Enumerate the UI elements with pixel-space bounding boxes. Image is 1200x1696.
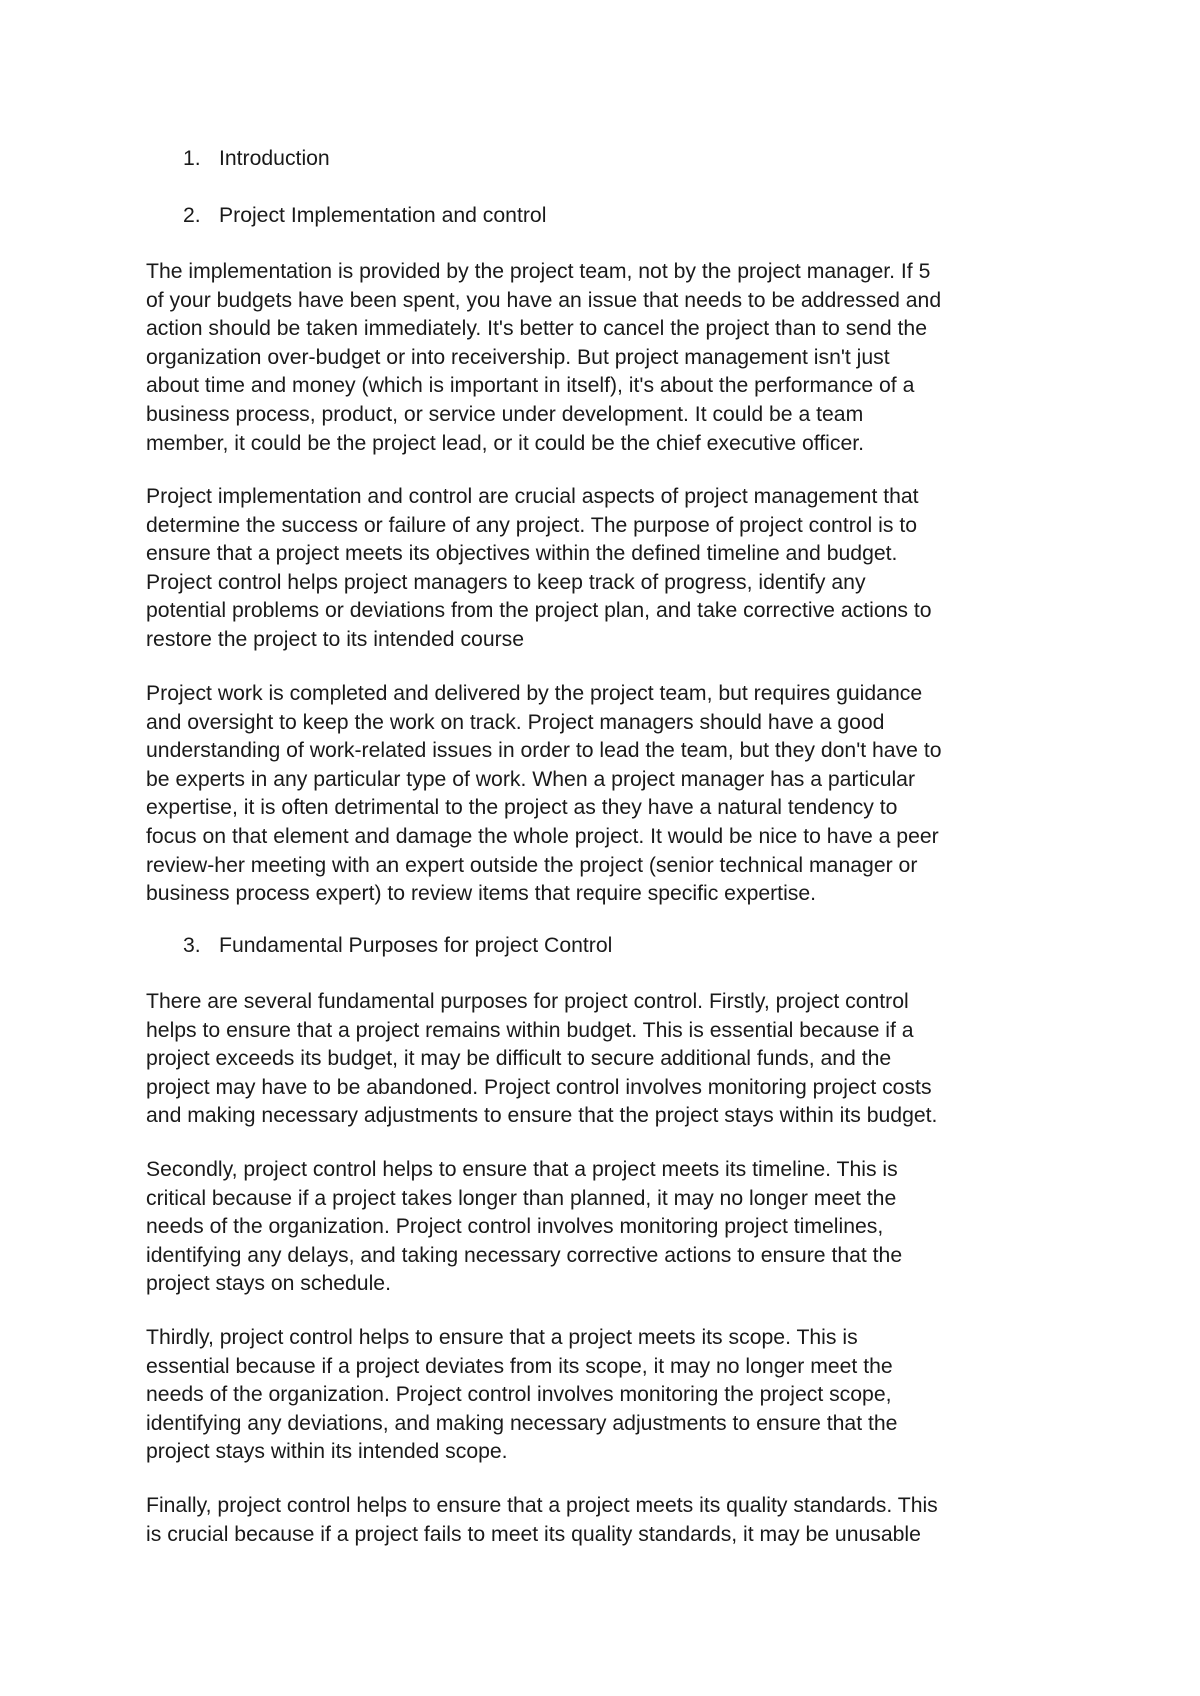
heading-text: Project Implementation and control — [219, 204, 547, 227]
text-line: focus on that element and damage the whole project. It would be nice to have a peer — [146, 824, 939, 848]
paragraph-quality — [146, 1492, 1146, 1549]
heading-text: Fundamental Purposes for project Control — [219, 934, 613, 957]
text-line: and oversight to keep the work on track. Project managers should have a good — [146, 710, 885, 734]
text-line: business process expert) to review items that require specific expertise. — [146, 882, 817, 906]
text-line: Project implementation and control are crucial aspects of project management that — [146, 485, 919, 508]
text-line: identifying any delays, and taking necessary corrective actions to ensure that the — [146, 1243, 903, 1267]
heading-number: 2. — [183, 204, 201, 227]
text-line: needs of the organization. Project control involves monitoring the project scope, — [146, 1383, 892, 1407]
paragraph-scope — [146, 1324, 1146, 1467]
text-line: expertise, it is often detrimental to the project as they have a natural tendency to — [146, 796, 898, 820]
text-line: is crucial because if a project fails to meet its quality standards, it may be unusable — [146, 1522, 921, 1546]
text-line: about time and money (which is important in itself), it's about the performance of a — [146, 374, 915, 398]
text-line: organization over-budget or into receivership. But project management isn't just — [146, 345, 890, 369]
text-line: Project control helps project managers to keep track of progress, identify any — [146, 570, 866, 594]
text-line: review-her meeting with an expert outside the project (senior technical manager or — [146, 853, 918, 877]
text-line: critical because if a project takes longer than planned, it may no longer meet the — [146, 1186, 897, 1210]
heading-implementation-and-control — [183, 202, 546, 231]
text-line: Secondly, project control helps to ensure that a project meets its timeline. This is — [146, 1158, 898, 1181]
text-line: of your budgets have been spent, you have an issue that needs to be addressed and — [146, 288, 942, 312]
text-line: Thirdly, project control helps to ensure that a project meets its scope. This is — [146, 1326, 858, 1349]
text-line: essential because if a project deviates from its scope, it may no longer meet the — [146, 1354, 893, 1378]
paragraph-timeline — [146, 1156, 1146, 1299]
text-line: be experts in any particular type of work. When a project manager has a particular — [146, 767, 916, 791]
text-line: determine the success or failure of any project. The purpose of project control is to — [146, 513, 917, 537]
paragraph-implementation — [146, 258, 1146, 458]
heading-number: 3. — [183, 934, 201, 957]
heading-fundamental-purposes — [183, 932, 612, 961]
text-line: There are several fundamental purposes for project control. Firstly, project control — [146, 990, 909, 1013]
heading-text: Introduction — [219, 147, 330, 170]
text-line: and making necessary adjustments to ensure that the project stays within its budget. — [146, 1104, 938, 1128]
text-line: helps to ensure that a project remains within budget. This is essential because if a — [146, 1018, 914, 1042]
text-line: project stays within its intended scope. — [146, 1440, 508, 1464]
paragraph-implementation-and-control — [146, 483, 1146, 655]
text-line: understanding of work-related issues in order to lead the team, but they don't have to — [146, 739, 942, 763]
text-line: project exceeds its budget, it may be difficult to secure additional funds, and the — [146, 1047, 892, 1071]
text-line: needs of the organization. Project control involves monitoring project timelines, — [146, 1215, 884, 1239]
paragraph-budget — [146, 988, 1146, 1131]
text-line: The implementation is provided by the project team, not by the project manager. If 5 — [146, 260, 931, 283]
text-line: identifying any deviations, and making necessary adjustments to ensure that the — [146, 1411, 898, 1435]
text-line: Project work is completed and delivered by the project team, but requires guidance — [146, 682, 923, 705]
text-line: restore the project to its intended course — [146, 627, 525, 651]
text-line: Finally, project control helps to ensure that a project meets its quality standards. This — [146, 1494, 938, 1517]
text-line: potential problems or deviations from the project plan, and take corrective actions to — [146, 599, 932, 623]
text-line: business process, product, or service under development. It could be a team — [146, 402, 864, 426]
text-line: ensure that a project meets its objectives within the defined timeline and budget. — [146, 542, 898, 566]
heading-introduction — [183, 145, 330, 174]
heading-number: 1. — [183, 147, 201, 170]
paragraph-project-work — [146, 680, 1146, 909]
text-line: project stays on schedule. — [146, 1272, 391, 1296]
text-line: member, it could be the project lead, or it could be the chief executive officer. — [146, 431, 865, 455]
text-line: project may have to be abandoned. Project control involves monitoring project costs — [146, 1075, 932, 1099]
text-line: action should be taken immediately. It's better to cancel the project than to send the — [146, 317, 927, 341]
